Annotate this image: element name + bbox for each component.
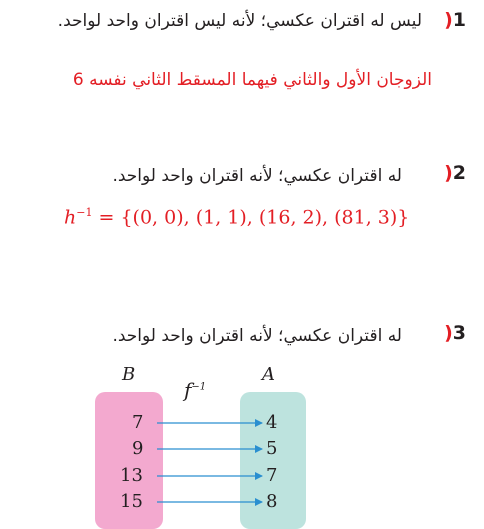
domain-set-label: B xyxy=(122,364,136,385)
domain-value: 7 xyxy=(132,412,144,433)
domain-value: 13 xyxy=(120,465,143,486)
function-name: f xyxy=(184,378,192,402)
domain-value: 15 xyxy=(120,491,143,512)
number-paren: ) xyxy=(444,322,453,344)
range-value: 4 xyxy=(266,412,278,433)
q2-answer: له اقتران عكسي؛ لأنه اقتران واحد لواحد. xyxy=(112,166,402,186)
number-digit: 2 xyxy=(452,162,466,184)
function-inverse-exponent: −1 xyxy=(191,381,207,393)
range-value: 5 xyxy=(266,438,278,459)
inverse-exponent: −1 xyxy=(76,206,93,219)
number-paren: ) xyxy=(444,162,453,184)
range-set-label: A xyxy=(262,364,275,385)
number-paren: ) xyxy=(444,9,453,31)
range-value: 8 xyxy=(266,491,278,512)
ordered-pairs: = {(0, 0), (1, 1), (16, 2), (81, 3)} xyxy=(92,206,410,229)
range-value: 7 xyxy=(266,465,278,486)
q3-answer: له اقتران عكسي؛ لأنه اقتران واحد لواحد. xyxy=(112,326,402,346)
number-digit: 1 xyxy=(452,9,466,31)
q1-answer: ليس له اقتران عكسي؛ لأنه ليس اقتران واحد لواحد. xyxy=(57,11,422,31)
function-symbol: h xyxy=(64,206,77,229)
number-digit: 3 xyxy=(452,322,466,344)
domain-value: 9 xyxy=(132,438,144,459)
q1-explanation: الزوجان الأول والثاني فيهما المسقط الثاني نفسه 6 xyxy=(72,70,432,90)
